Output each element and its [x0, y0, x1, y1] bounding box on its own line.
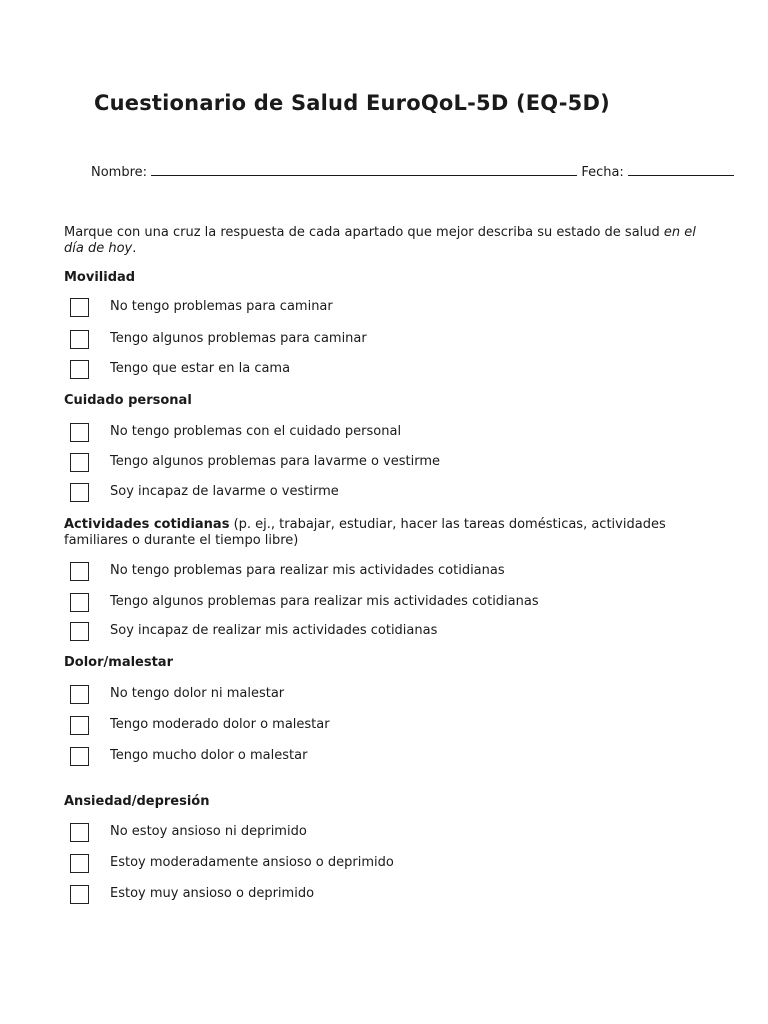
- option-label: Tengo mucho dolor o malestar: [110, 748, 308, 763]
- nombre-label: Nombre:: [91, 165, 148, 180]
- checkbox[interactable]: [70, 685, 89, 704]
- checkbox[interactable]: [70, 716, 89, 735]
- section-title-cuidado-personal: Cuidado personal: [64, 393, 192, 408]
- checkbox[interactable]: [70, 562, 89, 581]
- option-label: No tengo problemas para realizar mis actividades cotidianas: [110, 563, 505, 578]
- instructions-emphasis: en el día de hoy: [64, 225, 696, 256]
- checkbox[interactable]: [70, 823, 89, 842]
- section-title-ansiedad: Ansiedad/depresión: [64, 794, 210, 809]
- fecha-label: Fecha:: [581, 165, 624, 180]
- option-label: Tengo algunos problemas para realizar mis actividades cotidianas: [110, 594, 539, 609]
- section-title-movilidad: Movilidad: [64, 270, 136, 285]
- instructions-end: .: [132, 241, 137, 256]
- option-label: Tengo moderado dolor o malestar: [110, 717, 330, 732]
- checkbox[interactable]: [70, 330, 89, 349]
- page-title: Cuestionario de Salud EuroQoL-5D (EQ-5D): [94, 91, 610, 115]
- section-title-actividades: [64, 517, 724, 549]
- option-label: No tengo problemas con el cuidado personal: [110, 424, 402, 439]
- checkbox[interactable]: [70, 885, 89, 904]
- option-label: No estoy ansioso ni deprimido: [110, 824, 307, 839]
- checkbox[interactable]: [70, 423, 89, 442]
- header-fields: [91, 163, 734, 180]
- option-label: Tengo que estar en la cama: [110, 361, 291, 376]
- option-label: No tengo dolor ni malestar: [110, 686, 285, 701]
- checkbox[interactable]: [70, 622, 89, 641]
- section-note-actividades: (p. ej., trabajar, estudiar, hacer las tareas domésticas, actividades familiares o durante el tiempo libre): [64, 517, 666, 548]
- checkbox[interactable]: [70, 854, 89, 873]
- section-title-dolor: Dolor/malestar: [64, 655, 173, 670]
- checkbox[interactable]: [70, 483, 89, 502]
- fecha-field[interactable]: [628, 163, 734, 176]
- checkbox[interactable]: [70, 747, 89, 766]
- section-title-actividades-label: Actividades cotidianas: [64, 517, 230, 532]
- option-label: Estoy muy ansioso o deprimido: [110, 886, 315, 901]
- option-label: Soy incapaz de realizar mis actividades cotidianas: [110, 623, 438, 638]
- option-label: Estoy moderadamente ansioso o deprimido: [110, 855, 394, 870]
- option-label: Tengo algunos problemas para caminar: [110, 331, 367, 346]
- checkbox[interactable]: [70, 593, 89, 612]
- nombre-field[interactable]: [151, 163, 577, 176]
- checkbox[interactable]: [70, 360, 89, 379]
- option-label: No tengo problemas para caminar: [110, 299, 333, 314]
- option-label: Tengo algunos problemas para lavarme o vestirme: [110, 454, 440, 469]
- option-label: Soy incapaz de lavarme o vestirme: [110, 484, 339, 499]
- instructions-text: Marque con una cruz la respuesta de cada apartado que mejor describa su estado de salud: [64, 225, 664, 240]
- checkbox[interactable]: [70, 453, 89, 472]
- instructions: [64, 225, 719, 257]
- checkbox[interactable]: [70, 298, 89, 317]
